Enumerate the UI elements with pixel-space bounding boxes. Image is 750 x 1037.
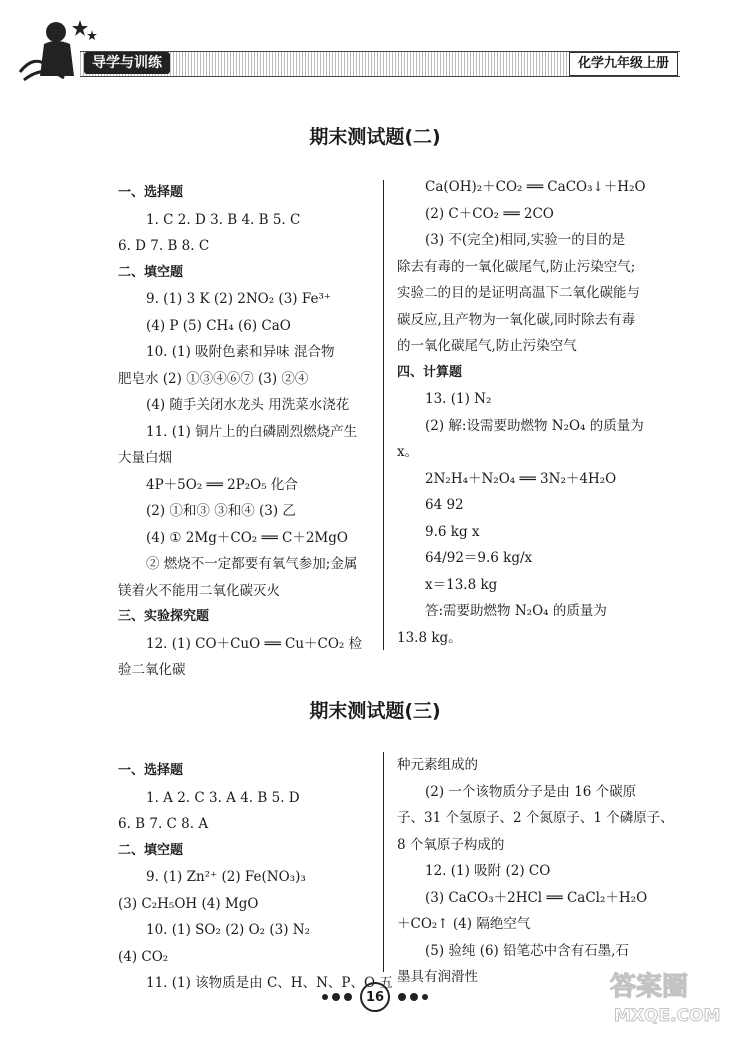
dot-decoration	[344, 993, 352, 1001]
question-group-heading: 一、选择题	[118, 763, 184, 778]
answer-line: 镁着火不能用二氧化碳灭火	[118, 582, 280, 599]
answer-line: 13. (1) N₂	[425, 391, 492, 407]
answer-line: Ca(OH)₂＋CO₂ ══ CaCO₃↓＋H₂O	[425, 179, 646, 195]
answer-line: 9.6 kg x	[425, 523, 480, 540]
dot-decoration	[322, 994, 328, 1000]
watermark-text: 答案圈	[610, 972, 689, 1002]
answer-line: 大量白烟	[118, 450, 172, 466]
answer-line: (2) C＋CO₂ ══ 2CO	[425, 205, 554, 222]
answer-line: (3) CaCO₃＋2HCl ══ CaCl₂＋H₂O	[425, 889, 648, 906]
answer-line: 6. B 7. C 8. A	[118, 816, 209, 832]
answer-line: (3) C₂H₅OH (4) MgO	[118, 895, 259, 912]
answer-line: x＝13.8 kg	[425, 576, 498, 593]
answer-line: 11. (1) 铜片上的白磷剧烈燃烧产生	[146, 423, 358, 440]
answer-line: 1. A 2. C 3. A 4. B 5. D	[146, 789, 300, 806]
answer-line: 10. (1) 吸附色素和异味 混合物	[146, 344, 335, 360]
answer-line: 64 92	[425, 497, 464, 513]
section-2-right-column	[397, 174, 677, 651]
answer-line: (4) CO₂	[118, 948, 169, 965]
answer-line: (4) 随手关闭水龙头 用洗菜水浇花	[146, 397, 350, 413]
answer-line: x。	[397, 444, 419, 460]
answer-line: 1. C 2. D 3. B 4. B 5. C	[146, 211, 301, 228]
answer-line: (4) ① 2Mg＋CO₂ ══ C＋2MgO	[146, 529, 348, 546]
answer-line: ＋CO₂↑ (4) 隔绝空气	[397, 916, 531, 932]
section-title-final-test-3: 期末测试题(三)	[309, 700, 441, 722]
dot-decoration	[410, 993, 418, 1001]
answer-line: 12. (1) CO＋CuO ══ Cu＋CO₂ 检	[146, 635, 363, 652]
page-number: 16	[360, 982, 390, 1012]
answer-line: (5) 验纯 (6) 铅笔芯中含有石墨,石	[425, 942, 629, 959]
dot-decoration	[422, 994, 428, 1000]
question-group-heading: 二、填空题	[118, 264, 184, 280]
answer-line: (2) 一个该物质分子是由 16 个碳原	[425, 783, 637, 800]
answer-line: 碳反应,且产物为一氧化碳,同时除去有毒	[397, 311, 636, 328]
section-2-left-column	[118, 180, 378, 684]
watermark-logo	[606, 965, 736, 1027]
page-header	[0, 0, 750, 95]
answer-line: (2) ①和③ ③和④ (3) 乙	[146, 503, 296, 519]
series-title: 导学与训练	[84, 52, 170, 74]
column-divider	[383, 180, 384, 650]
answer-line: 除去有毒的一氧化碳尾气,防止污染空气;	[397, 258, 636, 275]
dot-decoration	[332, 993, 340, 1001]
answer-line: 2N₂H₄＋N₂O₄ ══ 3N₂＋4H₂O	[425, 470, 617, 487]
book-title: 化学九年级上册	[569, 52, 678, 76]
column-divider	[383, 752, 384, 972]
question-group-heading: 三、实验探究题	[118, 609, 210, 624]
answer-line: 子、31 个氢原子、2 个氮原子、1 个磷原子、	[397, 810, 674, 826]
answer-line: ② 燃烧不一定都要有氧气参加;金属	[146, 556, 358, 572]
question-group-heading: 一、选择题	[118, 185, 184, 200]
answer-line: 6. D 7. B 8. C	[118, 238, 210, 254]
student-logo-icon	[14, 14, 104, 86]
answer-line: 的一氧化碳尾气,防止污染空气	[397, 338, 577, 354]
section-3-right-column	[397, 752, 677, 991]
section-title-final-test-2: 期末测试题(二)	[309, 126, 441, 148]
answer-line: 肥皂水 (2) ①③④⑥⑦ (3) ②④	[118, 370, 309, 387]
answer-line: 10. (1) SO₂ (2) O₂ (3) N₂	[146, 922, 311, 938]
answer-line: 墨具有润滑性	[397, 969, 478, 985]
answer-line: 12. (1) 吸附 (2) CO	[425, 863, 551, 879]
answer-line: 8 个氧原子构成的	[397, 836, 505, 853]
answer-line: 13.8 kg。	[397, 629, 462, 646]
answer-line: 11. (1) 该物质是由 C、H、N、P、O 五	[146, 975, 393, 991]
answer-line: 4P＋5O₂ ══ 2P₂O₅ 化合	[146, 476, 298, 493]
watermark-url: MXQE.COM	[614, 1006, 721, 1026]
question-group-heading: 二、填空题	[118, 842, 184, 858]
answer-line: 种元素组成的	[397, 757, 478, 773]
answer-line: 验二氧化碳	[118, 662, 186, 678]
answer-line: 答:需要助燃物 N₂O₄ 的质量为	[425, 603, 607, 619]
answer-line: (4) P (5) CH₄ (6) CaO	[146, 317, 291, 334]
answer-line: 9. (1) 3 K (2) 2NO₂ (3) Fe³⁺	[146, 291, 331, 307]
answer-line: (3) 不(完全)相同,实验一的目的是	[425, 232, 626, 248]
dot-decoration	[398, 993, 406, 1001]
question-group-heading: 四、计算题	[397, 364, 463, 380]
answer-line: 实验二的目的是证明高温下二氧化碳能与	[397, 285, 640, 301]
answer-line: (2) 解:设需要助燃物 N₂O₄ 的质量为	[425, 417, 644, 434]
answer-line: 64/92＝9.6 kg/x	[425, 550, 533, 566]
answer-line: 9. (1) Zn²⁺ (2) Fe(NO₃)₃	[146, 869, 306, 885]
